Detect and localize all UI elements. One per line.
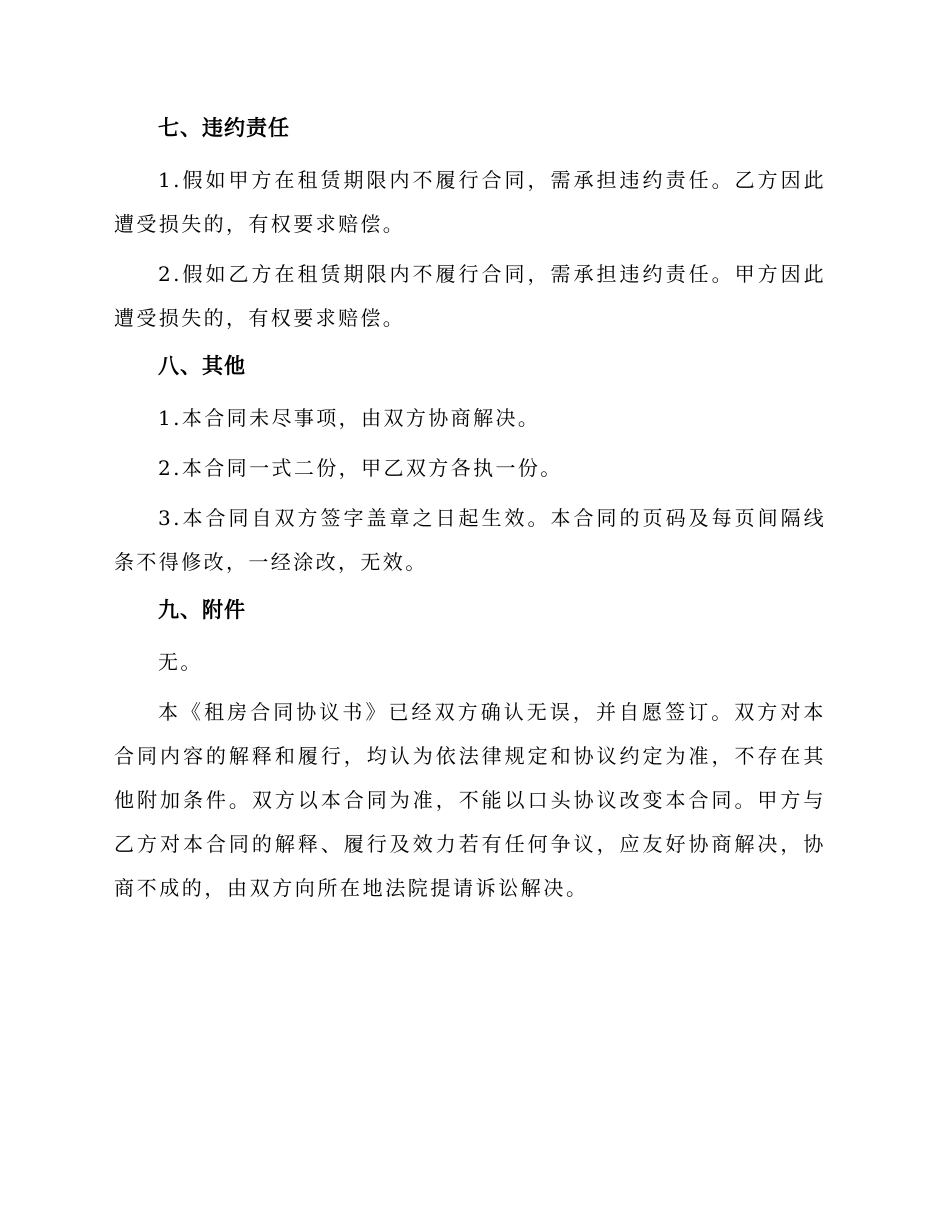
closing-paragraph: 本《租房合同协议书》已经双方确认无误，并自愿签订。双方对本合同内容的解释和履行，均认为依法律规定和协议约定为准，不存在其他附加条件。双方以本合同为准，不能以口头协议改变本合同。甲方与乙方对本合同的解释、履行及效力若有任何争议，应友好协商解决，协商不成的，由双方向所在地法院提请诉讼解决。 [114, 700, 826, 900]
document-body [114, 108, 826, 916]
clause-8-3: 3.本合同自双方签字盖章之日起生效。本合同的页码及每页间隔线条不得修改，一经涂改，无效。 [114, 506, 826, 574]
section-heading-breach-liability: 七、违约责任 [158, 116, 290, 140]
section-heading-attachments: 九、附件 [158, 598, 246, 622]
clause-7-1: 1.假如甲方在租赁期限内不履行合同，需承担违约责任。乙方因此遭受损失的，有权要求赔偿。 [114, 168, 826, 236]
section-heading-other: 八、其他 [158, 354, 246, 378]
clause-7-2: 2.假如乙方在租赁期限内不履行合同，需承担违约责任。甲方因此遭受损失的，有权要求赔偿。 [114, 262, 826, 330]
clause-8-2: 2.本合同一式二份，甲乙双方各执一份。 [158, 456, 563, 480]
clause-8-1: 1.本合同未尽事项，由双方协商解决。 [158, 406, 541, 430]
clause-9-1: 无。 [158, 650, 203, 674]
